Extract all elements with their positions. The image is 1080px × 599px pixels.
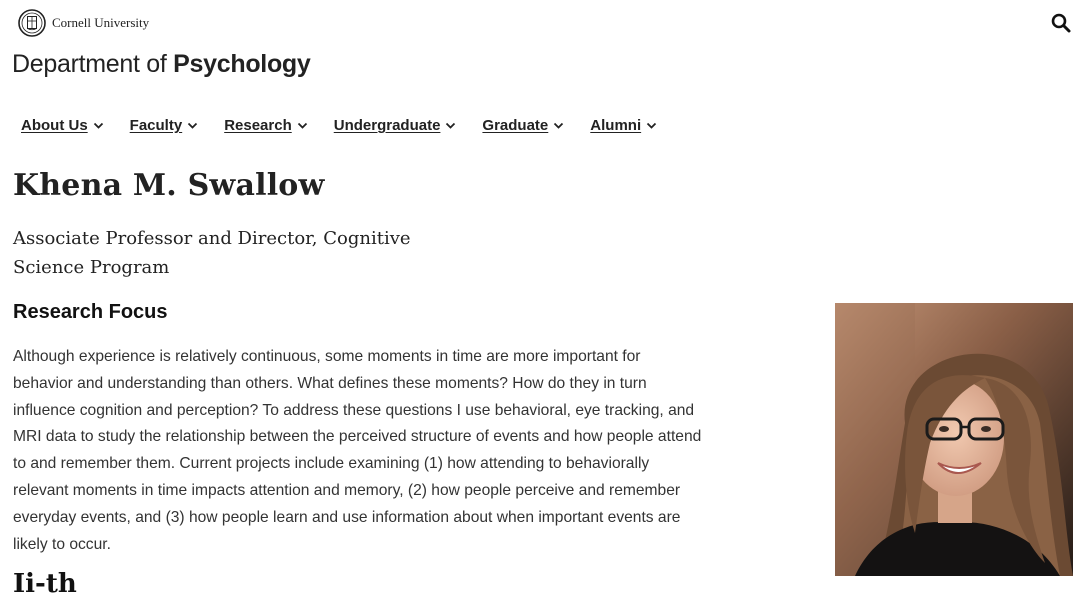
nav-item-about-us[interactable] [21,117,104,134]
nav-item-label: Undergraduate [333,117,441,134]
cornell-brand-link[interactable] [18,9,149,37]
person-title: Associate Professor and Director, Cognitive Science Program [13,228,411,278]
nav-item-undergraduate[interactable] [334,117,457,134]
chevron-down-icon [646,120,657,131]
research-focus-text: Although experience is relatively continuous, some moments in time are more important for behavior and understanding than others. What defines these moments? How do they in turn influence cognition and perception? To address these questions I use behavioral, eye tracking, and MRI data to study the relationship between the perceived structure of events and how people attend to and remember them. Current projects include examining (1) how attending to behaviorally relevant moments in time impacts attention and memory, (2) how people perceive and remember everyday events, and (3) how people learn and use information about when important events are likely to occur. [13,348,702,553]
chevron-down-icon [297,120,308,131]
nav-item-label: About Us [21,117,88,134]
portrait-illustration [835,303,1073,576]
chevron-down-icon [93,120,104,131]
nav-item-alumni[interactable] [590,117,657,134]
department-title-prefix: Department of [12,50,174,78]
nav-item-faculty[interactable] [130,117,199,134]
profile-photo [835,303,1073,576]
main-navigation [21,117,683,134]
chevron-down-icon [187,120,198,131]
university-name: Cornell University [52,15,150,30]
chevron-down-icon [445,120,456,131]
department-title-strong: Psychology [173,50,311,78]
nav-item-label: Graduate [482,117,549,134]
nav-item-label: Research [224,117,292,134]
person-name: Khena M. Swallow [13,168,325,203]
nav-item-label: Alumni [590,117,642,134]
next-section-heading: Ii-th [13,569,77,599]
cornell-seal-icon [18,9,46,37]
search-icon[interactable] [1050,12,1072,34]
nav-item-research[interactable] [224,117,308,134]
chevron-down-icon [553,120,564,131]
research-focus-heading: Research Focus [13,301,168,323]
department-title[interactable] [12,50,311,79]
nav-item-label: Faculty [129,117,183,134]
nav-item-graduate[interactable] [482,117,564,134]
